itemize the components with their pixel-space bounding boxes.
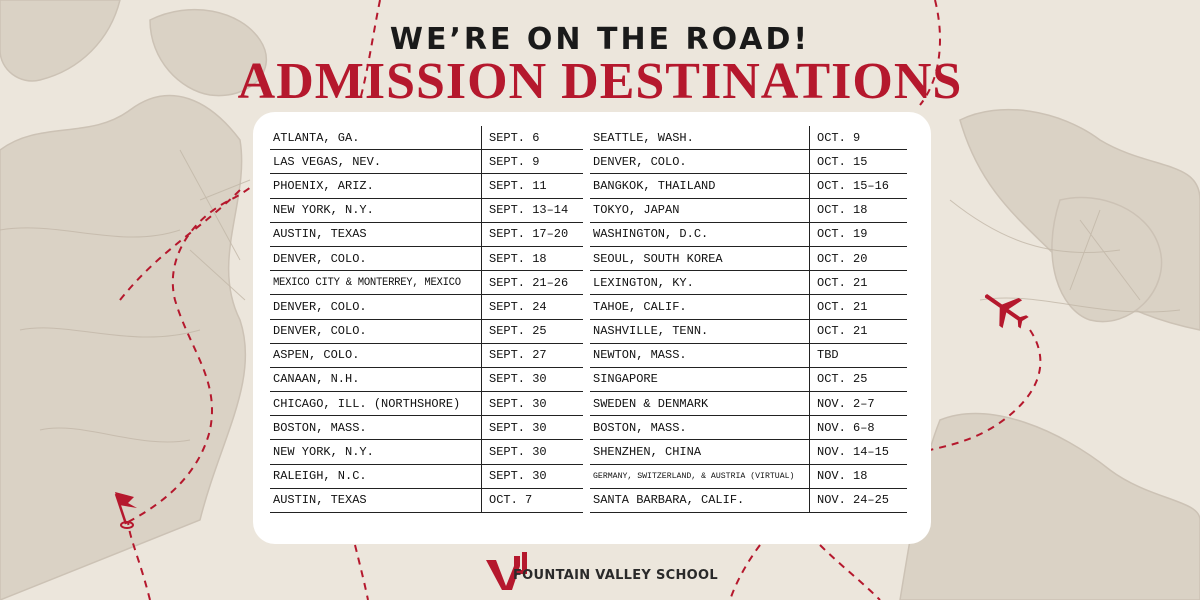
- schedule-row: [590, 199, 907, 223]
- city-cell: CANAAN, N.H.: [273, 372, 360, 387]
- schedule-row: [590, 489, 907, 513]
- schedule-row: [270, 392, 583, 416]
- city-cell: DENVER, COLO.: [273, 299, 367, 314]
- city-cell: GERMANY, SWITZERLAND, & AUSTRIA (VIRTUAL): [593, 471, 795, 481]
- schedule-row: [590, 126, 907, 150]
- schedule-row: [590, 150, 907, 174]
- date-cell: SEPT. 18: [481, 247, 583, 270]
- date-cell: SEPT. 9: [481, 150, 583, 173]
- schedule-row: [590, 223, 907, 247]
- schedule-row: [590, 368, 907, 392]
- date-cell: SEPT. 30: [481, 392, 583, 415]
- date-cell: OCT. 9: [809, 126, 907, 149]
- city-cell: BOSTON, MASS.: [273, 420, 367, 435]
- city-cell: NEW YORK, N.Y.: [273, 445, 374, 460]
- date-cell: OCT. 20: [809, 247, 907, 270]
- city-cell: TOKYO, JAPAN: [593, 203, 680, 218]
- date-cell: SEPT. 30: [481, 465, 583, 488]
- schedule-row: [590, 247, 907, 271]
- date-cell: SEPT. 13–14: [481, 199, 583, 222]
- schedule-row: [590, 392, 907, 416]
- city-cell: RALEIGH, N.C.: [273, 469, 367, 484]
- schedule-row: [270, 489, 583, 513]
- schedule-row: [590, 416, 907, 440]
- city-cell: SANTA BARBARA, CALIF.: [593, 493, 745, 508]
- date-cell: OCT. 18: [809, 199, 907, 222]
- date-cell: OCT. 21: [809, 295, 907, 318]
- date-cell: NOV. 6–8: [809, 416, 907, 439]
- city-cell: LAS VEGAS, NEV.: [273, 154, 382, 169]
- right-schedule-column: [590, 126, 907, 513]
- headline: WE’RE ON THE ROAD!: [389, 22, 811, 57]
- city-cell: BOSTON, MASS.: [593, 420, 687, 435]
- left-schedule-column: [270, 126, 583, 513]
- city-cell: AUSTIN, TEXAS: [273, 493, 367, 508]
- date-cell: SEPT. 21–26: [481, 271, 583, 294]
- date-cell: SEPT. 30: [481, 440, 583, 463]
- date-cell: OCT. 19: [809, 223, 907, 246]
- city-cell: SINGAPORE: [593, 372, 658, 387]
- schedule-row: [270, 199, 583, 223]
- schedule-row: [590, 271, 907, 295]
- date-cell: SEPT. 11: [481, 174, 583, 197]
- date-cell: NOV. 24–25: [809, 489, 907, 512]
- schedule-row: [270, 440, 583, 464]
- city-cell: NASHVILLE, TENN.: [593, 324, 709, 339]
- schedule-row: [270, 223, 583, 247]
- schedule-row: [590, 295, 907, 319]
- date-cell: NOV. 18: [809, 465, 907, 488]
- city-cell: DENVER, COLO.: [593, 154, 687, 169]
- city-cell: DENVER, COLO.: [273, 324, 367, 339]
- date-cell: SEPT. 30: [481, 368, 583, 391]
- city-cell: WASHINGTON, D.C.: [593, 227, 709, 242]
- schedule-row: [590, 320, 907, 344]
- city-cell: BANGKOK, THAILAND: [593, 178, 716, 193]
- date-cell: OCT. 21: [809, 320, 907, 343]
- city-cell: TAHOE, CALIF.: [593, 299, 687, 314]
- city-cell: MEXICO CITY & MONTERREY, MEXICO: [273, 276, 461, 289]
- city-cell: AUSTIN, TEXAS: [273, 227, 367, 242]
- city-cell: PHOENIX, ARIZ.: [273, 178, 374, 193]
- city-cell: ATLANTA, GA.: [273, 130, 360, 145]
- schedule-row: [270, 295, 583, 319]
- date-cell: NOV. 14–15: [809, 440, 907, 463]
- date-cell: SEPT. 27: [481, 344, 583, 367]
- schedule-row: [270, 416, 583, 440]
- date-cell: TBD: [809, 344, 907, 367]
- date-cell: SEPT. 30: [481, 416, 583, 439]
- date-cell: OCT. 7: [481, 489, 583, 512]
- schedule-row: [270, 320, 583, 344]
- city-cell: NEW YORK, N.Y.: [273, 203, 374, 218]
- schedule-row: [590, 440, 907, 464]
- schedule-row: [590, 174, 907, 198]
- schedule-row: [270, 344, 583, 368]
- page-title: ADMISSION DESTINATIONS: [237, 53, 963, 110]
- schedule-row: [270, 271, 583, 295]
- city-cell: DENVER, COLO.: [273, 251, 367, 266]
- city-cell: SEATTLE, WASH.: [593, 130, 694, 145]
- schedule-row: [590, 465, 907, 489]
- city-cell: LEXINGTON, KY.: [593, 275, 694, 290]
- schedule-row: [270, 150, 583, 174]
- city-cell: CHICAGO, ILL. (NORTHSHORE): [273, 396, 461, 411]
- date-cell: SEPT. 25: [481, 320, 583, 343]
- date-cell: OCT. 25: [809, 368, 907, 391]
- schedule-row: [270, 126, 583, 150]
- date-cell: SEPT. 17–20: [481, 223, 583, 246]
- schedule-row: [270, 465, 583, 489]
- schedule-row: [270, 247, 583, 271]
- city-cell: NEWTON, MASS.: [593, 348, 687, 363]
- flag-pin-icon: [106, 488, 146, 530]
- schedule-row: [270, 368, 583, 392]
- city-cell: ASPEN, COLO.: [273, 348, 360, 363]
- schedule-row: [590, 344, 907, 368]
- city-cell: SWEDEN & DENMARK: [593, 396, 709, 411]
- airplane-icon: [980, 286, 1030, 332]
- date-cell: NOV. 2–7: [809, 392, 907, 415]
- date-cell: OCT. 15–16: [809, 174, 907, 197]
- date-cell: SEPT. 24: [481, 295, 583, 318]
- school-name: FOUNTAIN VALLEY SCHOOL: [513, 568, 718, 583]
- date-cell: OCT. 21: [809, 271, 907, 294]
- date-cell: SEPT. 6: [481, 126, 583, 149]
- city-cell: SEOUL, SOUTH KOREA: [593, 251, 723, 266]
- date-cell: OCT. 15: [809, 150, 907, 173]
- schedule-row: [270, 174, 583, 198]
- city-cell: SHENZHEN, CHINA: [593, 445, 702, 460]
